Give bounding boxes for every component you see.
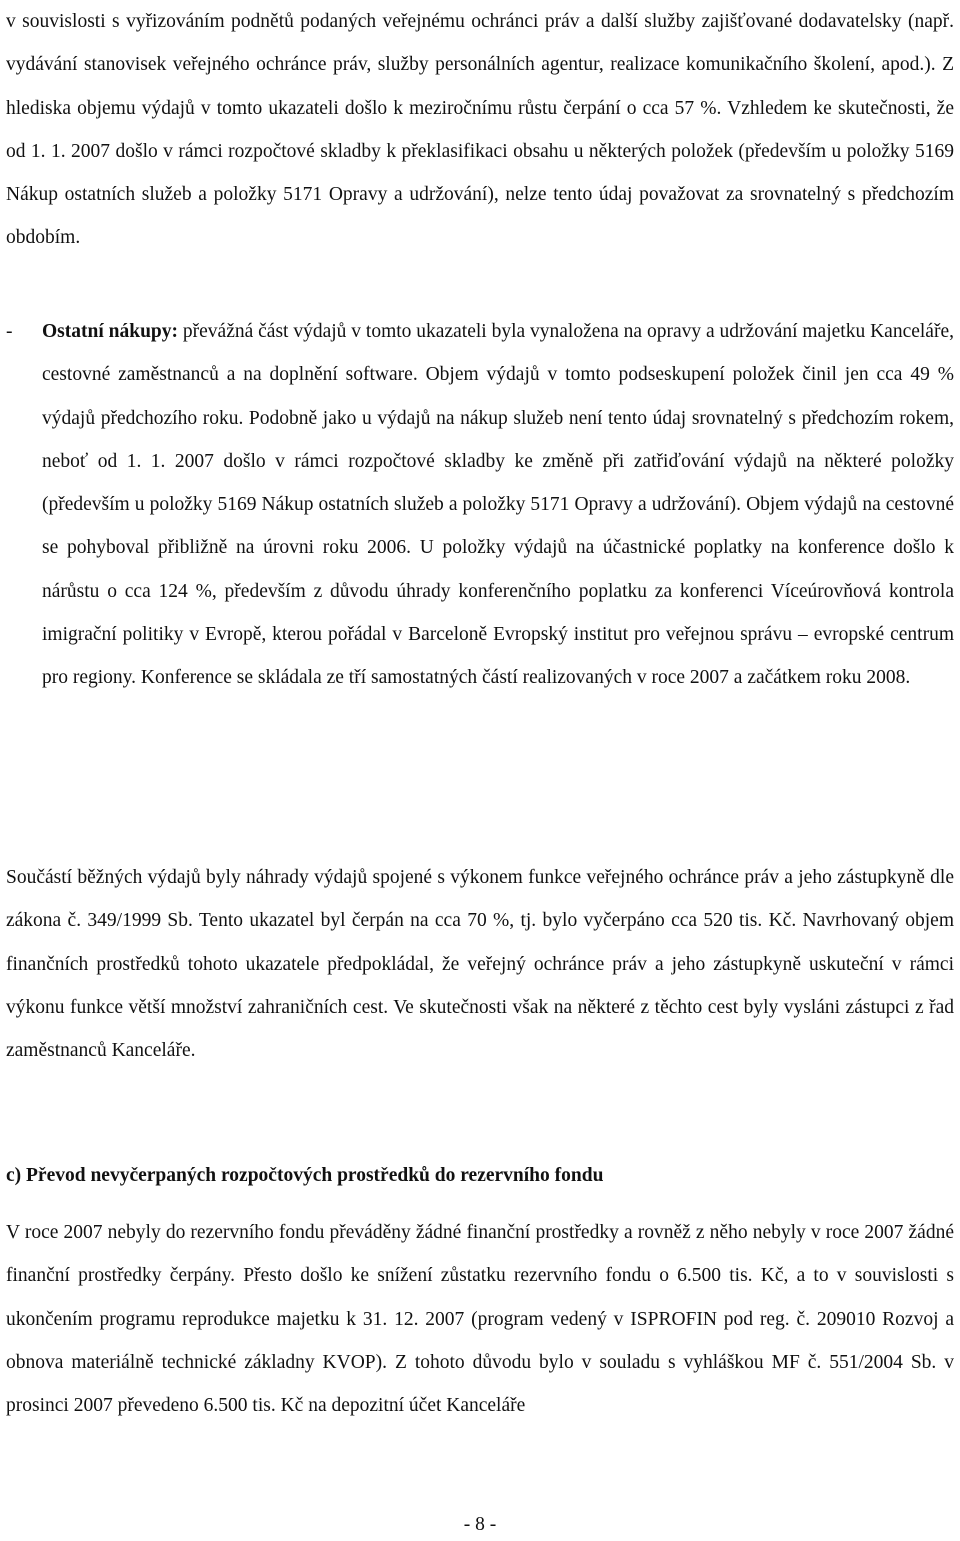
bullet-text: převážná část výdajů v tomto ukazateli byla vynaložena na opravy a udržování majetku Kanceláře, cestovné zaměstnanců a na doplnění software. Objem výdajů v tomto podseskupení položek činil jen cca 49 % výdajů předchozího roku. Podobně jako u výdajů na nákup služeb není tento údaj srovnatelný s předchozím rokem, neboť od 1. 1. 2007 došlo v rámci rozpočtové skladby ke změně při zatřiďování výdajů na některé položky (především u položky 5169 Nákup ostatních služeb a položky 5171 Opravy a udržování). Objem výdajů na cestovné se pohyboval přibližně na úrovni roku 2006. U položky výdajů na účastnické poplatky na konference došlo k nárůstu o cca 124 %, především z důvodu úhrady konferenčního poplatku za konferenci Víceúrovňová kontrola imigrační politiky v Evropě, kterou pořádal v Barceloně Evropský institut pro veřejnou správu – evropské centrum pro regiony. Konference se skládala ze tří samostatných částí realizovaných v roce 2007 a začátkem roku 2008. — [42, 321, 954, 689]
bullet-ostatni-nakupy — [6, 310, 954, 700]
bullet-dash: - — [6, 321, 13, 342]
continuation-paragraph: v souvislosti s vyřizováním podnětů podaných veřejnému ochránci práv a další služby zajišťované dodavatelsky (např. vydávání stanovisek veřejného ochránce práv, služby personálních agentur, realizace komunikačního školení, apod.). Z hlediska objemu výdajů v tomto ukazateli došlo k meziročnímu růstu čerpání o cca 57 %. Vzhledem ke skutečnosti, že od 1. 1. 2007 došlo v rámci rozpočtové skladby k překlasifikaci obsahu u některých položek (především u položky 5169 Nákup ostatních služeb a položky 5171 Opravy a udržování), nelze tento údaj považovat za srovnatelný s předchozím obdobím. — [6, 11, 954, 249]
section-c-paragraph: V roce 2007 nebyly do rezervního fondu převáděny žádné finanční prostředky a rovněž z něho nebyly v roce 2007 žádné finanční prostředky čerpány. Přesto došlo ke snížení zůstatku rezervního fondu o 6.500 tis. Kč, a to v souvislosti s ukončením programu reprodukce majetku k 31. 12. 2007 (program vedený v ISPROFIN pod reg. č. 209010 Rozvoj a obnova materiálně technické základny KVOP). Z tohoto důvodu bylo v souladu s vyhláškou MF č. 551/2004 Sb. v prosinci 2007 převedeno 6.500 tis. Kč na depozitní účet Kanceláře — [6, 1222, 954, 1417]
bullet-label: Ostatní nákupy: — [42, 321, 179, 342]
section-c-heading: c) Převod nevyčerpaných rozpočtových prostředků do rezervního fondu — [6, 1165, 604, 1186]
page-number: - 8 - — [463, 1514, 497, 1535]
paragraph-bezne-vydaje: Součástí běžných výdajů byly náhrady výdajů spojené s výkonem funkce veřejného ochránce práv a jeho zástupkyně dle zákona č. 349/1999 Sb. Tento ukazatel byl čerpán na cca 70 %, tj. bylo vyčerpáno cca 520 tis. Kč. Navrhovaný objem finančních prostředků tohoto ukazatele předpokládal, že veřejný ochránce práv a jeho zástupkyně uskuteční v rámci výkonu funkce větší množství zahraničních cest. Ve skutečnosti však na některé z těchto cest byly vysláni zástupci z řad zaměstnanců Kanceláře. — [6, 867, 954, 1062]
